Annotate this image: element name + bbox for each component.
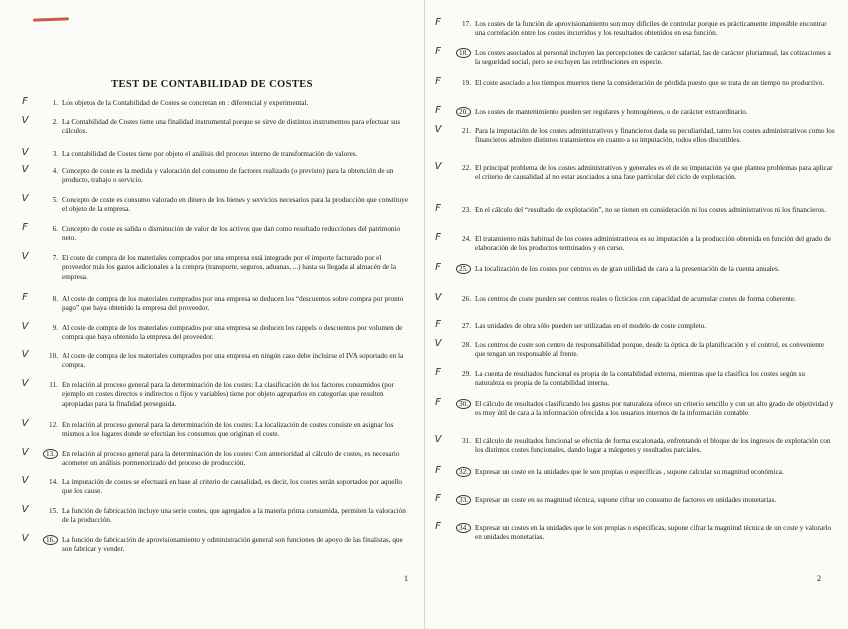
- handwritten-answer-mark: V: [434, 338, 442, 349]
- question-number: [453, 524, 471, 533]
- question-text: Los costes asociados al personal incluyen las percepciones de carácter salarial, las de carácter pluriamual, las cotizaciones a la seguridad social, pero se excluyen las retribuciones en especie.: [475, 49, 831, 67]
- question-number-text: 18.: [456, 48, 471, 58]
- question-number-text: 2.: [52, 118, 58, 126]
- handwritten-answer-mark: V: [21, 475, 29, 486]
- handwritten-answer-mark: F: [435, 397, 441, 408]
- question-number-text: 30.: [456, 399, 471, 409]
- handwritten-answer-mark: F: [435, 465, 441, 476]
- question-number: [453, 322, 471, 331]
- handwritten-answer-mark: V: [21, 447, 29, 458]
- question-number: [40, 295, 58, 304]
- handwritten-answer-mark: F: [435, 367, 441, 378]
- handwritten-answer-mark: V: [21, 378, 29, 389]
- right-page: [424, 0, 848, 629]
- question-text: El coste de compra de los materiales comprados por una empresa está integrado por el importe facturado por el proveedor más los gastos adicionales a la compra (transporte, seguros, aduanas, ...) hasta su llegada al almacén de la empresa.: [62, 254, 397, 281]
- question-number: [40, 324, 58, 333]
- handwritten-answer-mark: V: [21, 251, 29, 262]
- question-number: [453, 235, 471, 244]
- question-number: [453, 437, 471, 446]
- question-text: El coste asociado a los tiempos muertos tiene la consideración de pérdida puesto que se trata de un tiempo no productivo.: [475, 79, 825, 87]
- question-number-text: 15.: [49, 507, 58, 515]
- question-number-text: 4.: [52, 167, 58, 175]
- question-number: [453, 295, 471, 304]
- page-number: 1: [404, 574, 408, 583]
- question-text: La cuenta de resultados funcional es propia de la contabilidad externa, mientras que la clasifica los costes según su naturaleza es propia de la contabilidad interna.: [475, 370, 805, 388]
- question-number-text: 1.: [52, 99, 58, 107]
- handwritten-answer-mark: V: [21, 349, 29, 360]
- question-text: La función de fabricación de aprovisionamiento y odministración general son funciones de apoyo de las finalistas, que son fabricar y vender.: [62, 536, 403, 554]
- question-number-text: 11.: [49, 381, 58, 389]
- question-text: La imputación de costes se efectuará en base al criterio de causalidad, es decir, los costes serán soportados por aquello que los cause.: [62, 478, 402, 496]
- handwritten-answer-mark: F: [435, 319, 441, 330]
- handwritten-answer-mark: V: [21, 533, 29, 544]
- question-number: [40, 352, 58, 361]
- question-number-text: 26.: [462, 295, 471, 303]
- question-number: [453, 49, 471, 58]
- question-number: [453, 127, 471, 136]
- question-number: [453, 341, 471, 350]
- handwritten-answer-mark: V: [434, 161, 442, 172]
- question-number: [40, 99, 58, 108]
- question-number-text: 5.: [52, 196, 58, 204]
- handwritten-answer-mark: V: [21, 147, 29, 158]
- question-number: [40, 421, 58, 430]
- question-number-text: 27.: [462, 322, 471, 330]
- question-number: [453, 468, 471, 477]
- question-text: Al coste de compra de los materiales comprados por una empresa se deducen los “descuentos sobre compra por pronto pago” que haya obtenido la empresa del proveedor.: [62, 295, 404, 313]
- handwritten-answer-mark: F: [435, 232, 441, 243]
- question-text: Concepto de coste es consumo valorado en dinero de los bienes y servicios necesarios para la producción que constituye el objeto de la empresa.: [62, 196, 409, 214]
- question-number-text: 23.: [462, 206, 471, 214]
- question-text: Los objetos de la Contabilidad de Costes se concretan en : diferencial y experimental.: [62, 99, 309, 107]
- handwritten-answer-mark: F: [435, 493, 441, 504]
- question-number-text: 6.: [52, 225, 58, 233]
- question-number-text: 20.: [456, 107, 471, 117]
- handwritten-answer-mark: V: [434, 292, 442, 303]
- handwritten-answer-mark: V: [21, 193, 29, 204]
- question-text: Expresar un coste en la unidades que le son propias o específicas , supone calcular su magnitud económica.: [475, 468, 784, 476]
- question-number-text: 8.: [52, 295, 58, 303]
- question-number: [453, 20, 471, 29]
- question-number: [40, 225, 58, 234]
- handwritten-answer-mark: F: [22, 292, 28, 303]
- question-number: [40, 478, 58, 487]
- handwritten-answer-mark: F: [435, 46, 441, 57]
- question-number: [40, 507, 58, 516]
- question-number: [453, 164, 471, 173]
- red-pen-mark: [33, 17, 69, 21]
- question-number: [40, 150, 58, 159]
- question-text: La Contabilidad de Costes tiene una finalidad instrumental porque se sirve de distintos instrumentos para efectuar sus cálculos.: [62, 118, 401, 136]
- question-text: Al coste de compra de los materiales comprados por una empresa se deducen los rappels o descuentos por volumen de compra que haya obtenido la empresa del proveedor.: [62, 324, 403, 342]
- question-number-text: 14.: [49, 478, 58, 486]
- question-number-text: 32.: [456, 467, 471, 477]
- question-text: El cálculo de resultados clasificando los gastos por naturaleza ofrece un criterio sencillo y con un alto grado de objetividad y es muy útil de cara a la información ofrecida a los usuarios internos de la información contable.: [475, 400, 834, 418]
- question-number: [453, 206, 471, 215]
- handwritten-answer-mark: F: [435, 262, 441, 273]
- question-number: [453, 496, 471, 505]
- question-number: [40, 536, 58, 545]
- question-text: Los centros de coste pueden ser centros reales o ficticios con capacidad de acumular costes de forma coherente.: [475, 295, 796, 303]
- handwritten-answer-mark: F: [22, 96, 28, 107]
- question-number-text: 3.: [52, 150, 58, 158]
- question-number-text: 24.: [462, 235, 471, 243]
- question-number: [40, 254, 58, 263]
- question-text: Concepto de coste es la medida y valoración del consumo de factores realizado (o previsto) para la obtención de un producto, trabajo o servicio.: [62, 167, 394, 185]
- question-text: En relación al proceso general para la determinación de los costes: Con anterioridad al cálculo de costes, es necesario acometer un análisis pormenorizado del proceso de producción.: [62, 450, 400, 468]
- page-title: TEST DE CONTABILIDAD DE COSTES: [111, 79, 313, 90]
- handwritten-answer-mark: F: [22, 222, 28, 233]
- question-number: [40, 450, 58, 459]
- question-number-text: 33.: [456, 495, 471, 505]
- question-number-text: 22.: [462, 164, 471, 172]
- question-number: [40, 118, 58, 127]
- handwritten-answer-mark: V: [21, 115, 29, 126]
- question-number-text: 29.: [462, 370, 471, 378]
- handwritten-answer-mark: V: [434, 434, 442, 445]
- handwritten-answer-mark: V: [21, 321, 29, 332]
- question-number: [40, 381, 58, 390]
- question-number: [453, 79, 471, 88]
- question-number-text: 28.: [462, 341, 471, 349]
- handwritten-answer-mark: F: [435, 203, 441, 214]
- question-text: En el cálculo del “resultado de explotación”, no se tienen en consideración ni los costes administrativos ni los financieros.: [475, 206, 826, 214]
- question-number-text: 31.: [462, 437, 471, 445]
- question-text: La función de fabricación incluye una serie costes, que agregados a la materia prima consumida, permiten la valoración de la producción.: [62, 507, 406, 525]
- question-number: [453, 108, 471, 117]
- handwritten-answer-mark: V: [21, 504, 29, 515]
- question-text: En relación al proceso general para la determinación de los costes: La clasificación de los factores consumidos (por ejemplo en costes directos e indirectos o fijos y variables) tiene por objeto agruparlos en categorías que resulten apropiadas para la finalidad perseguida.: [62, 381, 394, 408]
- question-text: La localización de los costes por centros es de gran utilidad de cara a la presentación de la cuenta anuales.: [475, 265, 780, 273]
- question-text: Los costes de mantenimiento pueden ser regulares y homogéneos, o de carácter extraordinario.: [475, 108, 748, 116]
- question-text: Concepto de coste es salida o disminución de valor de los activos que dan como resultado reducciones del patrimonio neto.: [62, 225, 401, 243]
- question-text: La contabilidad de Costes tiene por objeto el análisis del proceso interno de transformación de valores.: [62, 150, 358, 158]
- question-number: [453, 400, 471, 409]
- handwritten-answer-mark: F: [435, 76, 441, 87]
- question-number: [453, 370, 471, 379]
- question-number-text: 25.: [456, 264, 471, 274]
- question-text: Expresar un costes en la unidades que le son propias o específicas, supone cifrar la magnitud técnica de un coste y valorarlo en unidades monetarias.: [475, 524, 832, 542]
- question-number: [40, 196, 58, 205]
- question-text: Expresar un coste en su magnitud técnica, supone cifrar un consumo de factores en unidades monetarias.: [475, 496, 777, 504]
- question-number-text: 7.: [52, 254, 58, 262]
- handwritten-answer-mark: F: [435, 17, 441, 28]
- handwritten-answer-mark: F: [435, 521, 441, 532]
- question-number-text: 21.: [462, 127, 471, 135]
- page-number: 2: [817, 574, 821, 583]
- question-text: El principal problema de los costes administrativos y generales es el de su imputación ya que plantea problemas para aplicar el criterio de causalidad al no estar asociados a una fase particular del ciclo de explotación.: [475, 164, 833, 182]
- question-number: [453, 265, 471, 274]
- question-number-text: 10.: [49, 352, 58, 360]
- question-number-text: 19.: [462, 79, 471, 87]
- handwritten-answer-mark: F: [435, 105, 441, 116]
- question-text: Para la imputación de los costes administrativos y financieros dada su peculiaridad, tanto los costes administrativos como los financieros admiten distintos tratamientos en cuanto a su imputación, todos ellos discutibles.: [475, 127, 835, 145]
- handwritten-answer-mark: V: [434, 124, 442, 135]
- question-text: El cálculo de resultados funcional se efectúa de forma escalonada, enfrentando el bloque de los ingresos de explotación con los distintos costes funcionales, dando lugar a márgenes y resultados parciales.: [475, 437, 831, 455]
- handwritten-answer-mark: V: [21, 418, 29, 429]
- question-number-text: 34.: [456, 523, 471, 533]
- question-number-text: 13.: [43, 449, 58, 459]
- question-text: Los centros de coste son centro de responsabilidad porque, desde la óptica de la planificación y el control, es conveniente que tengan un responsable al frente.: [475, 341, 825, 359]
- question-text: El tratamiento más habitual de los costes administrativos es su imputación a la producción obtenida en función del grado de elaboración de los productos terminados y en curso.: [475, 235, 831, 253]
- question-text: En relación al proceso general para la determinación de los costes: La localización de costes consiste en asignar los mismos a los lugares donde se efectúan los consumos que originan el coste.: [62, 421, 394, 439]
- question-number: [40, 167, 58, 176]
- question-number-text: 17.: [462, 20, 471, 28]
- question-number-text: 16.: [43, 535, 58, 545]
- question-number-text: 9.: [52, 324, 58, 332]
- question-text: Al coste de compra de los materiales comprados por una empresa en ningún caso debe incluirse el IVA soportado en la compra.: [62, 352, 404, 370]
- question-number-text: 12.: [49, 421, 58, 429]
- handwritten-answer-mark: V: [21, 164, 29, 175]
- question-text: Los costes de la función de aprovisionamiento son muy difíciles de controlar porque es prácticamente imposible encontrar una correlación entre los costes incurridos y los resultados obtenidos en esa función.: [475, 20, 827, 38]
- question-text: Las unidades de obra sólo pueden ser utilizadas en el modelo de coste completo.: [475, 322, 707, 330]
